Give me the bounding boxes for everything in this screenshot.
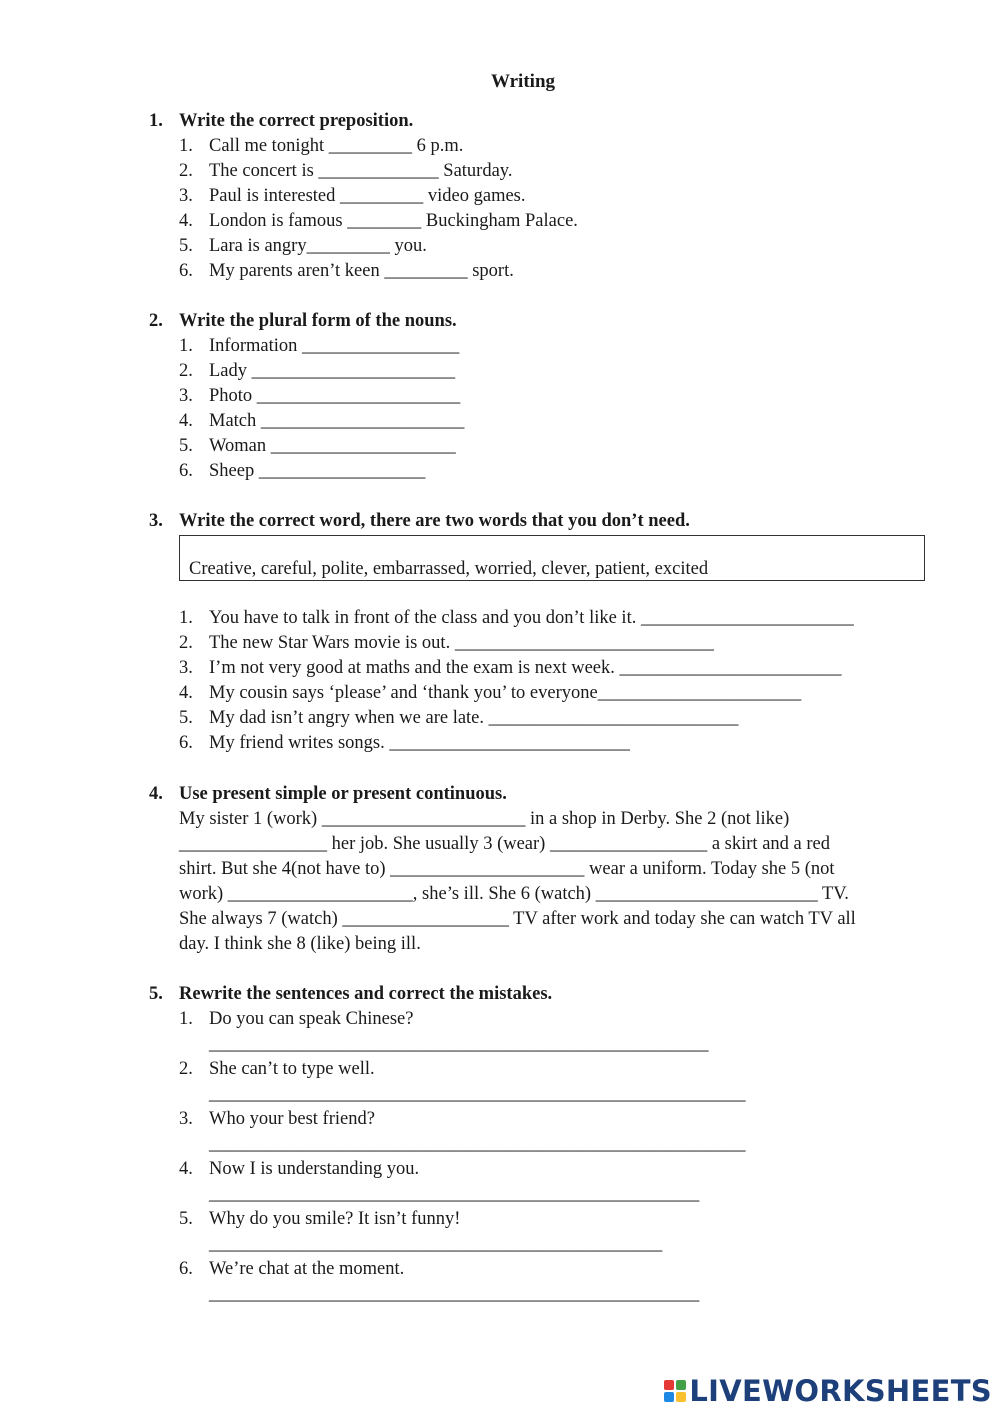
exercise-item[interactable]: 2. The concert is _____________ Saturday. [179, 161, 513, 182]
logo-text: LIVEWORKSHEETS [689, 1374, 992, 1408]
answer-line[interactable]: __________________________________________________________ [209, 1134, 746, 1154]
section-heading: 5. Rewrite the sentences and correct the mistakes. [149, 984, 553, 1004]
section-vocabulary [149, 509, 690, 534]
section-corrections [149, 982, 746, 1307]
section-heading: 2. Write the plural form of the nouns. [149, 311, 457, 331]
exercise-item[interactable]: 3. Paul is interested _________ video games. [179, 186, 526, 207]
exercise-item[interactable]: 6. Sheep __________________ [179, 461, 426, 482]
exercise-item: 6. We’re chat at the moment. [179, 1259, 405, 1279]
answer-line[interactable]: ______________________________________________________ [209, 1034, 709, 1054]
exercise-item[interactable]: 5. My dad isn’t angry when we are late. ___________________________ [179, 708, 739, 729]
exercise-item[interactable]: 2. Lady ______________________ [179, 361, 456, 382]
section-prepositions [149, 109, 578, 285]
exercise-item[interactable]: 5. Woman ____________________ [179, 436, 456, 457]
page-title: Writing [490, 71, 556, 92]
exercise-item[interactable]: 1. You have to talk in front of the class and you don’t like it. _______________________ [179, 608, 854, 628]
exercise-item: 1. Do you can speak Chinese? [179, 1009, 414, 1029]
exercise-item[interactable]: 1. Call me tonight _________ 6 p.m. [179, 136, 464, 156]
answer-line[interactable]: _________________________________________________ [209, 1234, 663, 1254]
exercise-item[interactable]: 6. My parents aren’t keen _________ sport. [179, 261, 514, 282]
answer-line[interactable]: __________________________________________________________ [209, 1084, 746, 1104]
exercise-item[interactable]: 1. Information _________________ [179, 336, 460, 356]
word-bank-box [179, 535, 925, 581]
section-vocabulary-items [149, 606, 854, 757]
exercise-item[interactable]: 4. Match ______________________ [179, 411, 465, 432]
liveworksheets-logo-icon [664, 1380, 686, 1402]
exercise-item[interactable]: 6. My friend writes songs. __________________________ [179, 733, 630, 754]
exercise-item[interactable]: 2. The new Star Wars movie is out. ____________________________ [179, 633, 714, 654]
section-plurals [149, 309, 464, 485]
exercise-item[interactable]: 5. Lara is angry_________ you. [179, 236, 427, 257]
exercise-item[interactable]: 4. London is famous ________ Buckingham Palace. [179, 211, 578, 232]
section-heading: 3. Write the correct word, there are two words that you don’t need. [149, 511, 690, 531]
exercise-item: 2. She can’t to type well. [179, 1059, 375, 1079]
exercise-item[interactable]: 3. I’m not very good at maths and the exam is next week. ________________________ [179, 658, 842, 679]
answer-line[interactable]: _____________________________________________________ [209, 1284, 700, 1304]
gap-fill-paragraph[interactable]: My sister 1 (work) ______________________ in a shop in Derby. She 2 (not like) ________________ her job. She usually 3 (wear) _________________ a skirt and a red shirt. But she 4(not have to) _____________________ wear a uniform. Today she 5 (not work) ____________________, she’s ill. She 6 (watch) ________________________ TV. She always 7 (watch) __________________ TV after work and today she can watch TV all day. I think she 8 (like) being ill. [179, 809, 856, 955]
liveworksheets-logo[interactable] [664, 1375, 992, 1407]
exercise-item[interactable]: 4. My cousin says ‘please’ and ‘thank you’ to everyone______________________ [179, 683, 802, 704]
exercise-item[interactable]: 3. Photo ______________________ [179, 386, 461, 407]
exercise-item: 5. Why do you smile? It isn’t funny! [179, 1209, 461, 1229]
section-heading: 4. Use present simple or present continuous. [149, 784, 507, 804]
answer-line[interactable]: _____________________________________________________ [209, 1184, 700, 1204]
section-heading: 1. Write the correct preposition. [149, 111, 414, 131]
section-tenses [149, 782, 927, 958]
exercise-item: 3. Who your best friend? [179, 1109, 375, 1129]
word-bank-text: Creative, careful, polite, embarrassed, worried, clever, patient, excited [189, 559, 709, 579]
exercise-item: 4. Now I is understanding you. [179, 1159, 420, 1179]
